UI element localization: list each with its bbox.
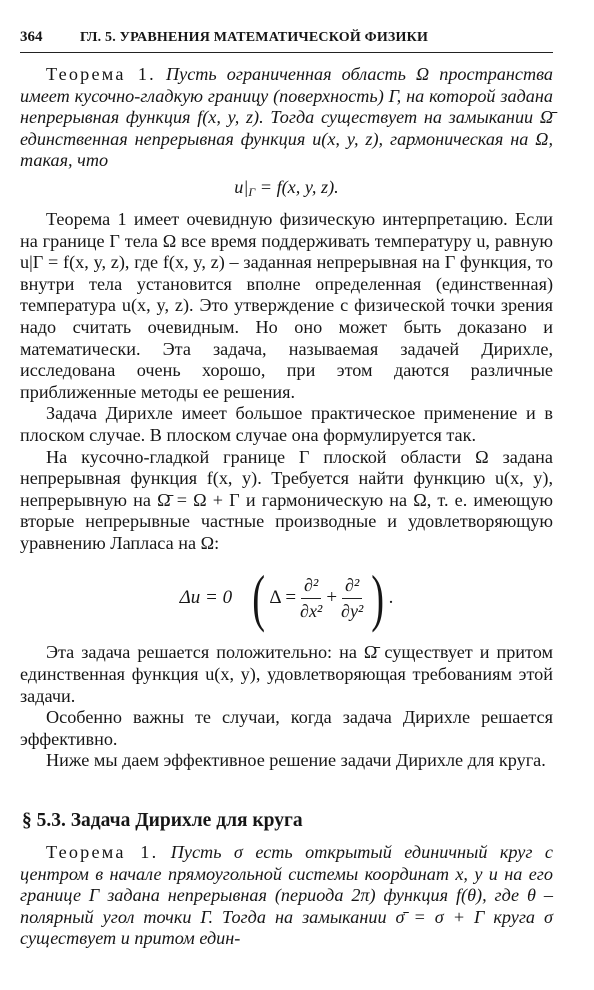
fraction-dx-denominator: ∂x²	[300, 600, 323, 621]
running-title: ГЛ. 5. УРАВНЕНИЯ МАТЕМАТИЧЕСКОЙ ФИЗИКИ	[80, 30, 429, 45]
theorem-2-label: Теорема 1.	[46, 842, 159, 863]
laplace-end: .	[388, 587, 394, 609]
laplace-delta: Δ =	[269, 587, 297, 609]
theorem-2-statement	[20, 842, 553, 950]
running-header	[20, 28, 553, 53]
theorem-1-text: Пусть ограниченная область Ω пространства имеет кусочно-гладкую границу (поверхность) Γ, на которой задана непрерывная функция f(x, y, z). Тогда существует на замыкании Ω̄ единственная непрерывная функция u(x, y, z), гармоническая на Ω, такая, что	[20, 64, 553, 171]
laplace-equation	[20, 556, 553, 640]
right-paren: )	[371, 562, 385, 634]
fraction-dx	[300, 575, 322, 622]
book-page	[20, 28, 553, 950]
paragraph-plane-case: Задача Дирихле имеет большое практическое применение и в плоском случае. В плоском случае она формулируется так.	[20, 403, 553, 445]
paragraph-below: Ниже мы даем эффективное решение задачи Дирихле для круга.	[46, 750, 546, 771]
fraction-dx-numerator: ∂²	[301, 575, 321, 599]
plus-sign: +	[326, 587, 338, 609]
paragraph-plane-statement: На кусочно-гладкой границе Γ плоской области Ω задана непрерывная функция f(x, y). Требуется найти функцию u(x, y), непрерывную на Ω̄ = Ω + Γ и гармоническую на Ω, т. е. имеющую вторые непрерывные частные производные и удовлетворяющую уравнению Лапласа на Ω:	[20, 446, 553, 553]
paragraph-effective-cases: Особенно важны те случаи, когда задача Дирихле решается эффективно.	[20, 707, 553, 749]
formula-subscript: Γ	[248, 184, 256, 199]
boundary-condition-formula	[20, 176, 553, 203]
laplace-lhs: Δu = 0	[179, 587, 233, 609]
formula-lhs: u|	[234, 176, 249, 197]
fraction-dy	[341, 575, 363, 622]
section-heading: § 5.3. Задача Дирихле для круга	[22, 810, 303, 832]
theorem-2-text: Пусть σ есть открытый единичный круг с центром в начале прямоугольной системы координат x, y и на его границе Γ задана непрерывная (периода 2π) функция f(θ), где θ – полярный угол точки Γ. Тогда на замыкании σ̄ = σ + Γ круга σ существует и притом един-	[20, 842, 553, 949]
fraction-dy-numerator: ∂²	[342, 575, 362, 599]
theorem-1-label: Теорема 1.	[46, 64, 156, 84]
left-paren: (	[252, 562, 266, 634]
paragraph-solution-exists: Эта задача решается положительно: на Ω̄ существует и притом единственная функция u(x, y), удовлетворяющая требованиям этой задачи.	[20, 642, 553, 706]
page-number: 364	[20, 29, 43, 45]
theorem-1-statement	[20, 64, 553, 172]
paragraph-interpretation: Теорема 1 имеет очевидную физическую интерпретацию. Если на границе Γ тела Ω все время поддерживать температуру u, равную u|Γ = f(x, y, z), где f(x, y, z) – заданная непрерывная на Γ функция, то внутри тела установится вполне определенная (единственная) температура u(x, y, z). Это утверждение с физической точки зрения надо считать очевидным. Но оно может быть доказано и математически. Эта задача, называемая задачей Дирихле, исследована очень хорошо, при этом даются различные приближенные методы ее решения.	[20, 208, 553, 402]
fraction-dy-denominator: ∂y²	[341, 600, 364, 621]
formula-rhs: = f(x, y, z).	[255, 176, 339, 197]
